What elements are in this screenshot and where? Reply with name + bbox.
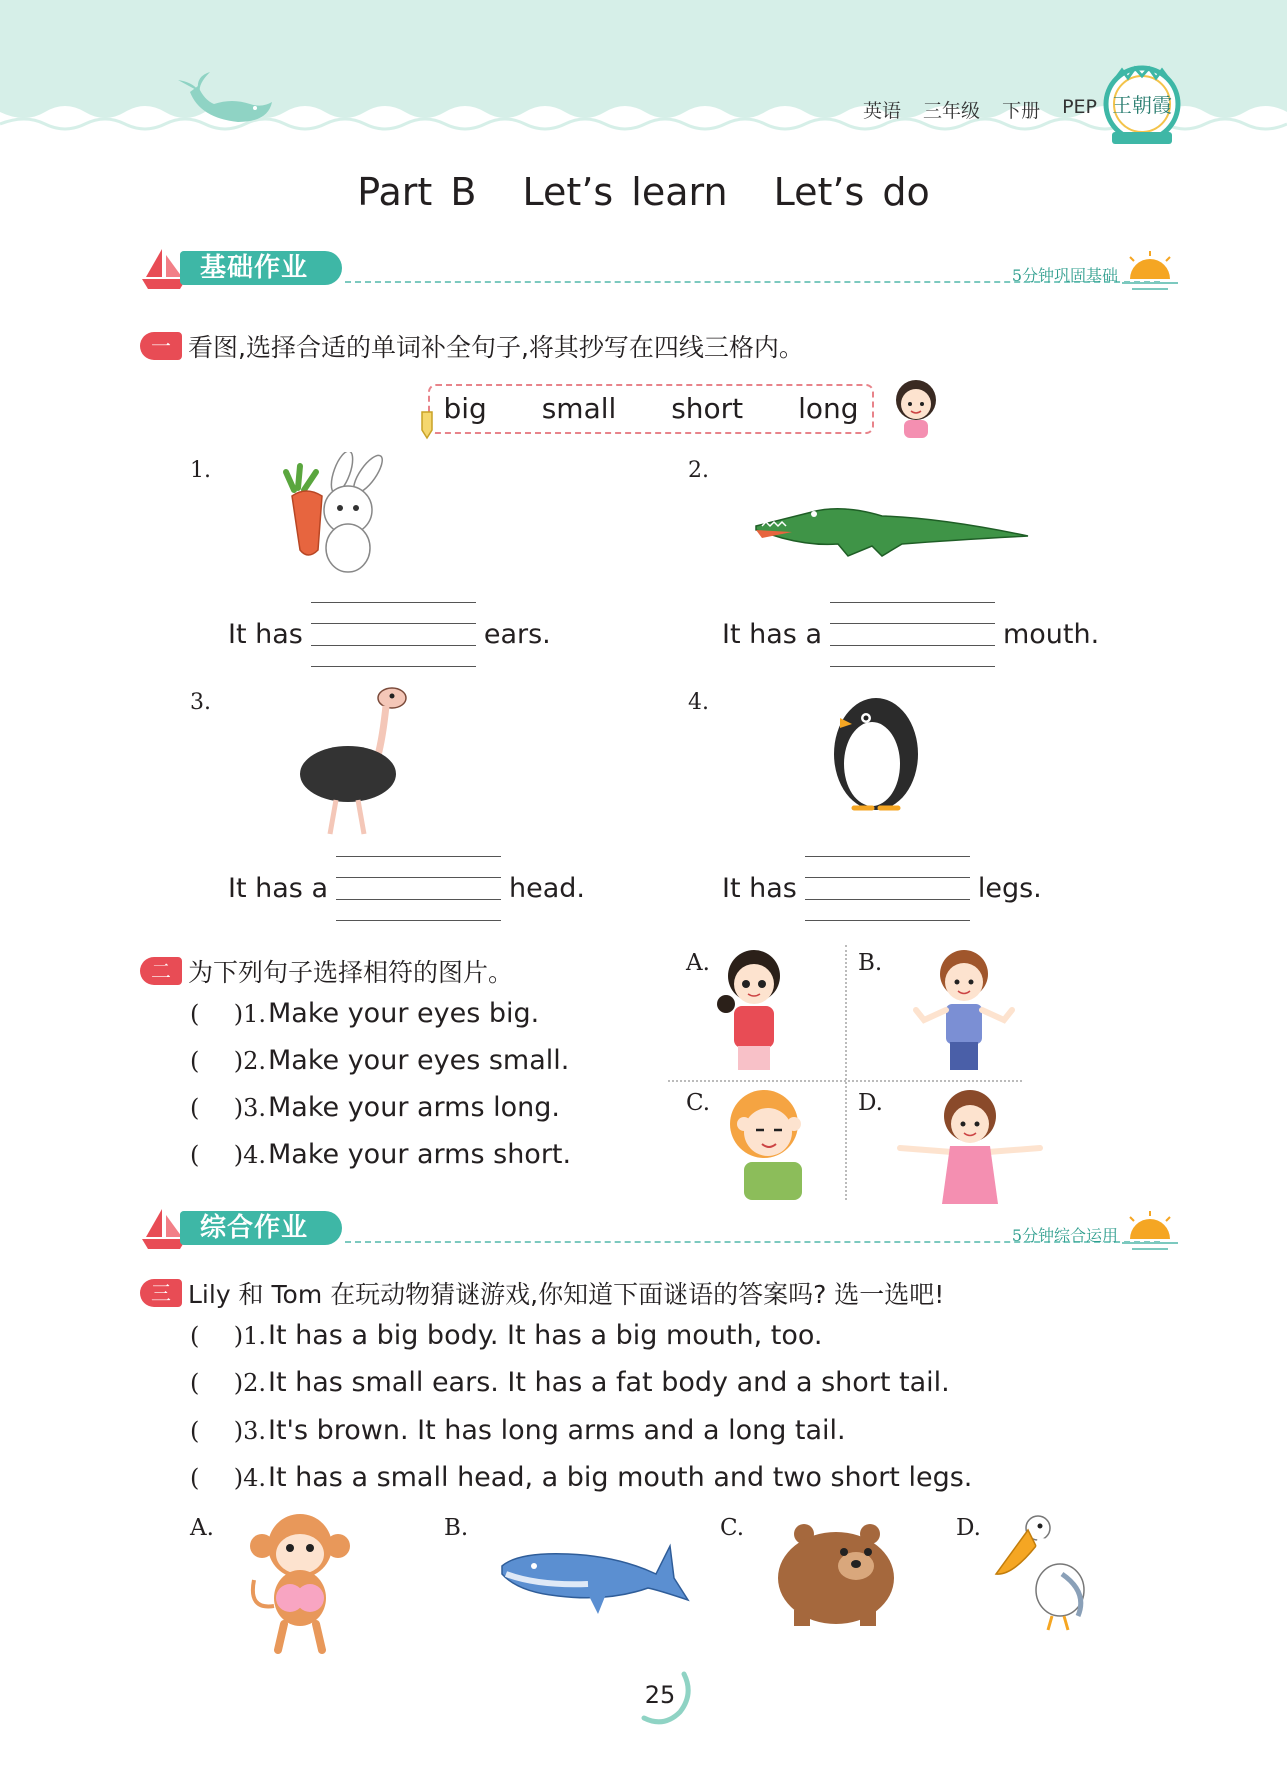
word-short: short: [671, 392, 744, 425]
edition-label: PEP: [1062, 96, 1097, 118]
title-do: Let’s do: [773, 170, 930, 214]
ex3-item-2: ( )2. It has small ears. It has a fat body and a short tail.: [190, 1367, 950, 1398]
ex2-pic-c-label: C.: [686, 1090, 711, 1116]
girl-small-eyes-icon: [714, 1084, 826, 1202]
ex3-item-1-number: )1.: [233, 1321, 266, 1350]
ex2-item-2: ( )2. Make your eyes small.: [190, 1045, 570, 1076]
ex3-pic-b-label: B.: [444, 1515, 469, 1541]
item-2-number: 2.: [688, 458, 709, 483]
ex2-item-1-text: Make your eyes big.: [268, 998, 540, 1029]
ex3-item-1: ( )1. It has a big body. It has a big mouth, too.: [190, 1320, 823, 1351]
section-label-comprehensive: 综合作业: [180, 1211, 342, 1245]
ex3-item-3-number: )3.: [233, 1416, 266, 1445]
exercise-2-text: 为下列句子选择相符的图片。: [188, 958, 514, 987]
boy-shrug-icon: [912, 946, 1016, 1074]
word-small: small: [541, 392, 617, 425]
page-number: 25: [644, 1681, 676, 1709]
header-meta: [863, 96, 1097, 123]
whale-icon: [498, 1522, 690, 1620]
exercise-3-instruction: [140, 1275, 944, 1311]
section-header-basic: [140, 245, 1180, 295]
header-band: [0, 0, 1287, 150]
sentence-4-before: It has: [722, 872, 797, 904]
ex3-pic-a-label: A.: [190, 1515, 214, 1541]
ex2-item-3-number: )3.: [233, 1093, 266, 1122]
ex2-item-1-number: )1.: [233, 999, 266, 1028]
title-part: Part B: [357, 170, 477, 214]
ex2-pic-d-label: D.: [858, 1090, 883, 1116]
writing-lines-4[interactable]: [805, 856, 970, 920]
brand-logo: [1102, 60, 1182, 152]
ex3-pic-c-label: C.: [720, 1515, 745, 1541]
sentence-2-after: mouth.: [1002, 618, 1100, 650]
bear-icon: [774, 1520, 900, 1628]
sentence-3-after: head.: [508, 872, 585, 904]
title-learn: Let’s learn: [522, 170, 728, 214]
picture-grid-divider-v: [845, 945, 847, 1200]
section-label-basic: 基础作业: [180, 251, 342, 285]
exercise-1-number: 一: [140, 332, 182, 360]
ex3-item-4-number: )4.: [233, 1463, 266, 1492]
exercise-2-instruction: [140, 953, 513, 989]
sunset-icon: [1120, 1209, 1180, 1253]
ex3-item-2-number: )2.: [233, 1368, 266, 1397]
sentence-1: [228, 602, 551, 666]
ex3-item-2-text: It has small ears. It has a fat body and a short tail.: [268, 1367, 950, 1398]
rabbit-icon: [268, 452, 404, 582]
girl-icon: [886, 374, 948, 440]
girl-arms-long-icon: [890, 1088, 1050, 1206]
ex3-item-4-text: It has a small head, a big mouth and two short legs.: [268, 1462, 973, 1493]
section-tag-basic: 5分钟巩固基础: [1011, 266, 1118, 285]
ex2-item-4-text: Make your arms short.: [268, 1139, 572, 1170]
sentence-4-after: legs.: [977, 872, 1042, 904]
ex2-item-3: ( )3. Make your arms long.: [190, 1092, 560, 1123]
exercise-1-instruction: [140, 328, 804, 364]
item-1-number: 1.: [190, 458, 211, 483]
exercise-3-text: Lily 和 Tom 在玩动物猜谜游戏,你知道下面谜语的答案吗? 选一选吧!: [188, 1280, 945, 1309]
girl-big-eyes-icon: [712, 946, 796, 1074]
ex2-item-4-number: )4.: [233, 1140, 266, 1169]
crocodile-icon: [752, 500, 1030, 570]
ex2-item-1: ( )1. Make your eyes big.: [190, 998, 540, 1029]
exercise-1-text: 看图,选择合适的单词补全句子,将其抄写在四线三格内。: [188, 333, 804, 362]
section-tag-comprehensive: 5分钟综合运用: [1011, 1226, 1118, 1245]
sunset-icon: [1120, 249, 1180, 293]
sentence-3-before: It has a: [228, 872, 328, 904]
penguin-icon: [826, 684, 928, 816]
ex2-pic-a-label: A.: [686, 950, 710, 976]
sentence-2-before: It has a: [722, 618, 822, 650]
ex3-item-4: ( )4. It has a small head, a big mouth and two short legs.: [190, 1462, 973, 1493]
pencil-icon: [418, 410, 438, 440]
sentence-3: [228, 856, 585, 920]
word-bank: [428, 384, 874, 434]
ex2-item-3-text: Make your arms long.: [268, 1092, 560, 1123]
page-title: [0, 170, 1287, 214]
subject-label: 英语: [863, 100, 902, 122]
grade-label: 三年级: [923, 100, 981, 122]
section-header-comprehensive: [140, 1205, 1180, 1255]
exercise-2-number: 二: [140, 957, 182, 985]
writing-lines-2[interactable]: [830, 602, 995, 666]
exercise-3-number: 三: [140, 1279, 182, 1307]
ex3-item-3-text: It's brown. It has long arms and a long tail.: [268, 1415, 846, 1446]
sentence-1-before: It has: [228, 618, 303, 650]
ex2-item-2-number: )2.: [233, 1046, 266, 1075]
ex2-item-2-text: Make your eyes small.: [268, 1045, 570, 1076]
word-big: big: [443, 392, 487, 425]
ex2-pic-b-label: B.: [858, 950, 883, 976]
ex2-item-4: ( )4. Make your arms short.: [190, 1139, 572, 1170]
item-4-number: 4.: [688, 690, 709, 715]
logo-text: 王朝霞: [1112, 93, 1172, 117]
ex3-item-1-text: It has a big body. It has a big mouth, too.: [268, 1320, 823, 1351]
writing-lines-3[interactable]: [336, 856, 501, 920]
pelican-icon: [992, 1512, 1090, 1634]
volume-label: 下册: [1002, 100, 1041, 122]
monkey-icon: [244, 1510, 356, 1656]
ostrich-icon: [296, 684, 414, 842]
sentence-2: [722, 602, 1099, 666]
sentence-4: [722, 856, 1042, 920]
ex3-item-3: ( )3. It's brown. It has long arms and a long tail.: [190, 1415, 846, 1446]
sentence-1-after: ears.: [483, 618, 551, 650]
word-long: long: [798, 392, 859, 425]
item-3-number: 3.: [190, 690, 211, 715]
picture-grid-divider-h: [668, 1080, 1022, 1082]
writing-lines-1[interactable]: [311, 602, 476, 666]
ex3-pic-d-label: D.: [956, 1515, 981, 1541]
